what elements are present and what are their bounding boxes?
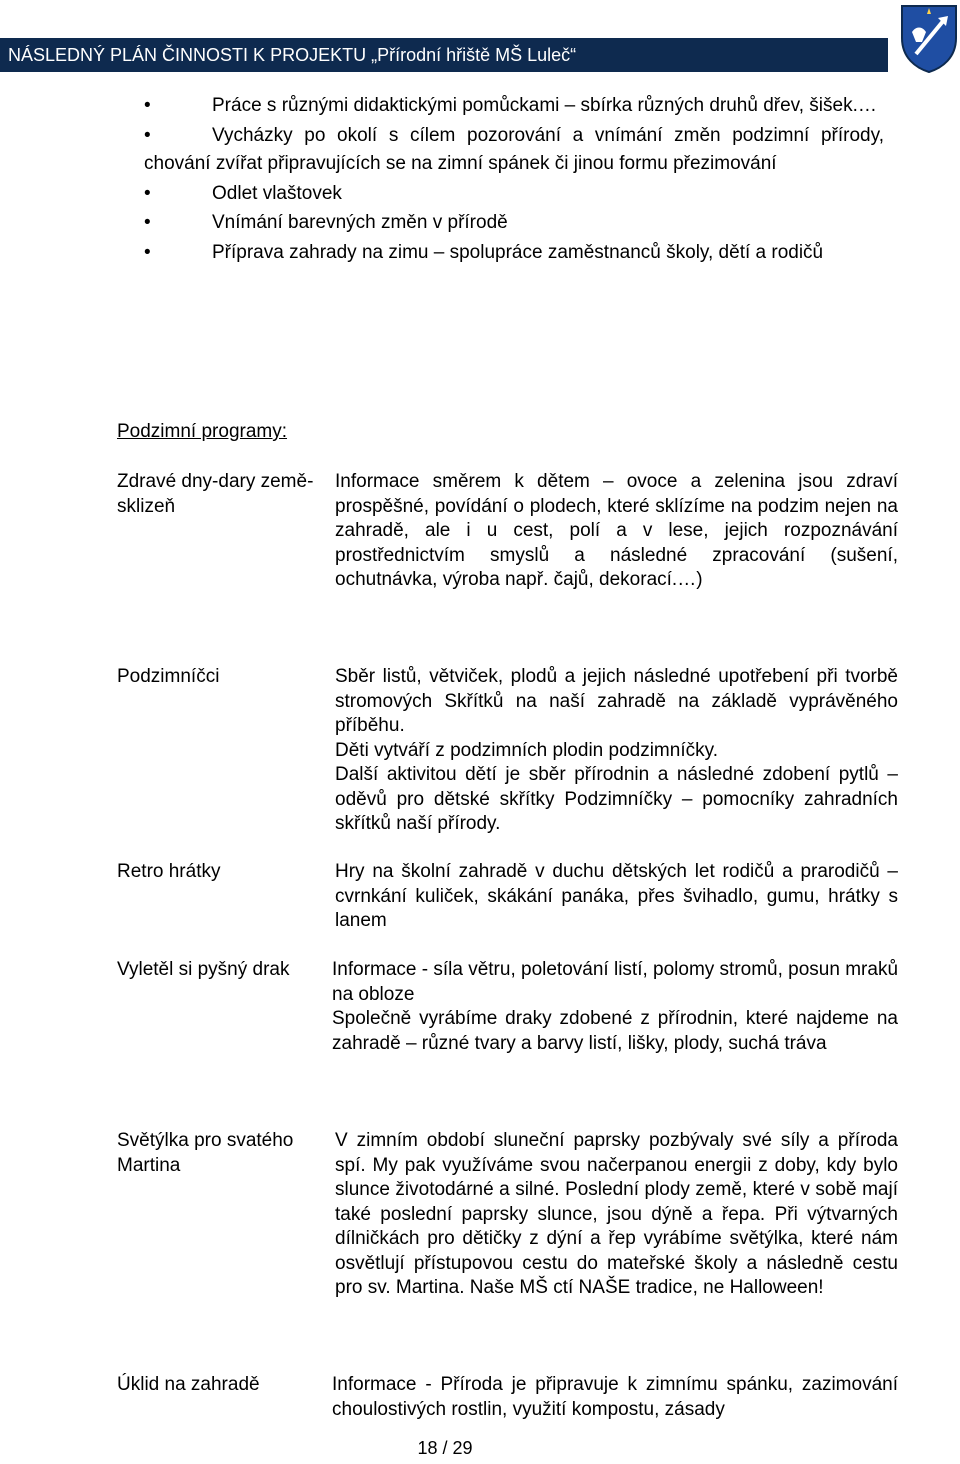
program-description bbox=[335, 1129, 898, 1301]
program-description bbox=[335, 665, 898, 837]
header-title: NÁSLEDNÝ PLÁN ČINNOSTI K PROJEKTU „Přírodní hřiště MŠ Luleč“ bbox=[8, 45, 577, 65]
program-description bbox=[335, 860, 898, 934]
bullet-text: Příprava zahrady na zimu – spolupráce zaměstnanců školy, dětí a rodičů bbox=[212, 241, 824, 263]
program-paragraph: Informace - síla větru, poletování listí, polomy stromů, posun mraků na obloze bbox=[332, 959, 899, 1005]
activity-bullet-list bbox=[144, 92, 884, 268]
program-label: Retro hrátky bbox=[117, 861, 221, 882]
bullet-dot-icon: • bbox=[144, 182, 151, 204]
program-label: Podzimníčci bbox=[117, 666, 220, 687]
page-number: 18 / 29 bbox=[417, 1438, 473, 1458]
bullet-text: Vnímání barevných změn v přírodě bbox=[212, 212, 508, 233]
bullet-dot-icon: • bbox=[144, 95, 151, 116]
bullet-text: Vycházky po okolí s cílem pozorování a vnímání změn podzimní přírody, chování zvířat připravujících se na zimní spánek či jinou formu přezimování bbox=[144, 124, 884, 174]
bullet-item bbox=[144, 180, 884, 209]
program-paragraph: Informace - Příroda je připravuje k zimnímu spánku, zazimování choulostivých rostlin, využití kompostu, zásady bbox=[332, 1374, 898, 1420]
program-label: Vyletěl si pyšný drak bbox=[117, 959, 290, 980]
program-paragraph: Další aktivitou dětí je sběr přírodnin a následné zdobení pytlů – oděvů pro dětské skřítky Podzimníčky – pomocníky zahradních skřítků naší přírody. bbox=[335, 764, 898, 834]
bullet-item bbox=[144, 209, 884, 238]
program-paragraph: V zimním období sluneční paprsky pozbývaly své síly a příroda spí. My pak využíváme svou načerpanou energii z doby, kdy bylo slunce životodárné a silné. Poslední plody země, které v sobě mají také poslední paprsky slunce, jsou dýně a řepa. Při výtvarných dílničkách pro dětičky z dýní a řep vyrábíme světýlka, které nám osvětlují přístupovou cestu do mateřské školy a následně cestu pro sv. Martina. Naše MŠ ctí NAŠE tradice, ne Halloween! bbox=[335, 1130, 898, 1298]
bullet-item bbox=[144, 239, 884, 268]
program-label: Úklid na zahradě bbox=[117, 1374, 260, 1395]
bullet-text: Práce s různými didaktickými pomůckami – sbírka různých druhů dřev, šišek.… bbox=[212, 95, 877, 116]
header-bar bbox=[0, 38, 888, 72]
program-description bbox=[335, 470, 898, 593]
bullet-dot-icon: • bbox=[144, 241, 151, 263]
bullet-item bbox=[144, 122, 884, 179]
bullet-item bbox=[144, 92, 884, 121]
program-label: Světýlka pro svatého Martina bbox=[117, 1130, 294, 1176]
section-heading: Podzimní programy: bbox=[117, 421, 288, 442]
program-label: Zdravé dny-dary země-sklizeň bbox=[117, 471, 314, 517]
program-paragraph: Děti vytváří z podzimních plodin podzimníčky. bbox=[335, 739, 718, 761]
program-description bbox=[332, 1373, 898, 1422]
bullet-dot-icon: • bbox=[144, 212, 151, 233]
program-paragraph: Informace směrem k dětem – ovoce a zelenina jsou zdraví prospěšné, povídání o plodech, které sklízíme na podzim nejen na zahradě, ale i u cest, polí a v lese, jejich rozpoznávání prostřednictvím smyslů a následné zpracování (sušení, ochutnávka, výroba např. čajů, dekorací.…) bbox=[335, 471, 898, 590]
program-paragraph: Společně vyrábíme draky zdobené z přírodnin, které najdeme na zahradě – různé tvary a barvy listí, lišky, plody, suchá tráva bbox=[332, 1008, 898, 1054]
coat-of-arms-logo bbox=[898, 2, 960, 74]
bullet-text: Odlet vlaštovek bbox=[212, 182, 342, 204]
program-paragraph: Hry na školní zahradě v duchu dětských let rodičů a prarodičů – cvrnkání kuliček, skákání panáka, přes švihadlo, gumu, hrátky s lanem bbox=[335, 861, 898, 931]
bullet-dot-icon: • bbox=[144, 124, 151, 146]
program-description bbox=[332, 958, 898, 1056]
program-paragraph: Sběr listů, větviček, plodů a jejich následné upotřebení při tvorbě stromových Skřítků na naší zahradě na základě vyprávěného příběhu. bbox=[335, 666, 898, 736]
